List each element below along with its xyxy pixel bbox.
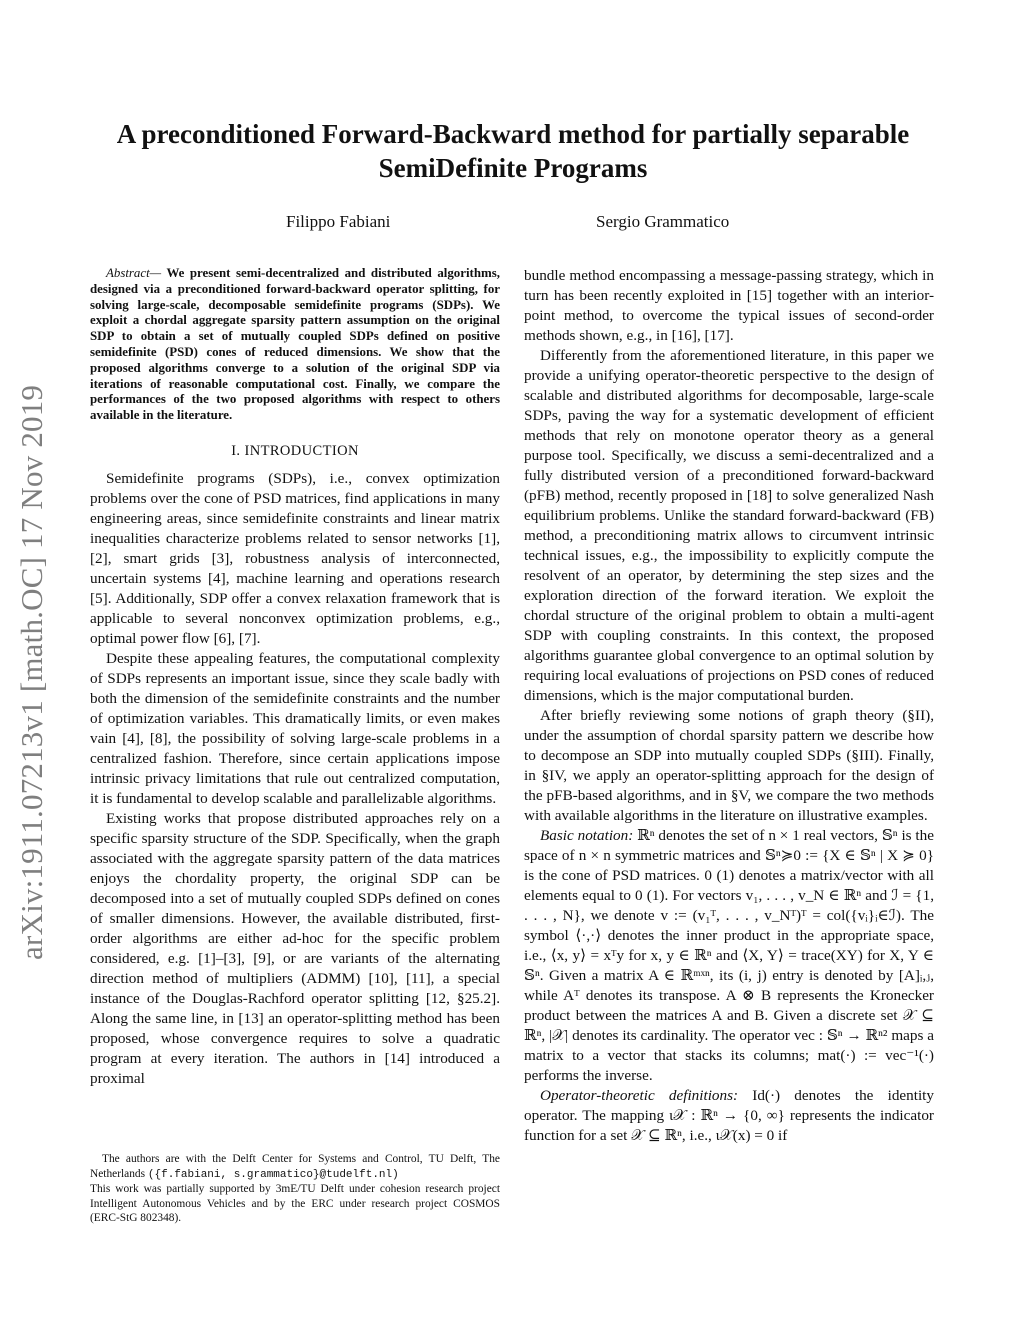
footnote-funding: This work was partially supported by 3mE/TU Delft under cohesion research project Intelligent Autonomous Vehicles and by the ERC under research project COSMOS (ERC-StG 802348). — [90, 1183, 500, 1224]
section-heading-introduction: I. INTRODUCTION — [231, 442, 359, 459]
basic-notation-text: ℝⁿ denotes the set of n × 1 real vectors, 𝕊ⁿ is the space of n × n symmetric matrices and 𝕊ⁿ≽0 := {X ∈ 𝕊ⁿ | X ≽ 0} is the cone of PSD matrices. 0 (1) denotes a matrix/vector with all elements equal to 0 (1). For vectors v₁, . . . , v_N ∈ ℝⁿ and ℐ = {1, . . . , N}, we denote v := (v₁ᵀ, . . . , v_Nᵀ)ᵀ = col({vᵢ}ᵢ∈ℐ). The symbol ⟨·,·⟩ denotes the inner product in the appropriate space, i.e., ⟨x, y⟩ = xᵀy for x, y ∈ ℝⁿ and ⟨X, Y⟩ = trace(XY) for X, Y ∈ 𝕊ⁿ. Given a matrix A ∈ ℝᵐˣⁿ, its (i, j) entry is denoted by [A]ᵢ,ⱼ, while Aᵀ denotes its transpose. A ⊗ B represents the Kronecker product between the matrices A and B. Given a discrete set 𝒳 ⊆ ℝⁿ, |𝒳| denotes its cardinality. The operator vec : 𝕊ⁿ → ℝⁿ² maps a matrix to a vector that stacks its columns; mat(·) := vec⁻¹(·) performs the inverse. — [524, 827, 934, 1084]
right-column — [524, 266, 934, 1146]
abstract-label: Abstract— — [106, 266, 162, 280]
intro-paragraph-1: Semidefinite programs (SDPs), i.e., convex optimization problems over the cone of PSD matrices, find applications in many engineering areas, since semidefinite constraints and linear matrix inequalities characterize problems related to sensor networks [1], [2], smart grids [3], robustness analysis of interconnected, uncertain systems [4], machine learning and operations research [5]. Additionally, SDP offer a convex relaxation framework that is applicable to several nonconvex optimization problems, e.g., optimal power flow [6], [7]. — [90, 469, 500, 647]
intro-paragraph-2: Despite these appealing features, the computational complexity of SDPs represents an important issue, since they scale badly with both the dimension of the semidefinite constraints and the number of optimization variables. This dramatically limits, or even makes vain [4], [8], the possibility of solving large-scale problems in a centralized fashion. Therefore, since certain applications impose intrinsic privacy limitations that rule out centralized computation, it is fundamental to develop scalable and parallelizable algorithms. — [90, 649, 500, 807]
operator-definitions-text: Id(·) denotes the identity operator. The mapping ι𝒳 : ℝⁿ → {0, ∞} represents the indicator function for a set 𝒳 ⊆ ℝⁿ, i.e., ι𝒳(x) = 0 if — [524, 1087, 934, 1144]
operator-definitions-label: Operator-theoretic definitions: — [540, 1087, 739, 1104]
footnote — [90, 1152, 500, 1226]
abstract — [90, 266, 500, 424]
abstract-text: We present semi-decentralized and distributed algorithms, designed via a preconditioned forward-backward operator splitting, for solving large-scale, decomposable semidefinite programs (SDPs). We exploit a chordal aggregate sparsity pattern assumption on the original SDP to obtain a set of mutually coupled SDPs defined on positive semidefinite (PSD) cones of reduced dimensions. We show that the proposed algorithms converge to a solution of the original SDP via iterations of reasonable computational cost. Finally, we compare the performances of the two proposed algorithms with respect to others available in the literature. — [90, 266, 500, 423]
footnote-affiliation-text: The authors are with the Delft Center for Systems and Control, TU Delft, The Netherlands — [90, 1153, 500, 1180]
operator-definitions-paragraph — [524, 1086, 934, 1146]
basic-notation-paragraph — [524, 826, 934, 1086]
arxiv-identifier: arXiv:1911.07213v1 [math.OC] 17 Nov 2019 — [14, 384, 49, 960]
author-1: Filippo Fabiani — [286, 212, 391, 231]
footnote-emails: ({f.fabiani, s.grammatico}@tudelft.nl) — [147, 1168, 399, 1181]
right-paragraph-1: bundle method encompassing a message-passing strategy, which in turn has been recently exploited in [15] together with an interior-point method, to overcome the typical issues of second-order methods shown, e.g., in [16], [17]. — [524, 267, 934, 344]
basic-notation-label: Basic notation: — [540, 827, 634, 844]
paper-title: A preconditioned Forward-Backward method for partially separable SemiDefinite Programs — [116, 119, 910, 183]
footnote-affiliation — [90, 1152, 500, 1182]
author-2: Sergio Grammatico — [596, 212, 730, 231]
right-paragraph-3: After briefly reviewing some notions of graph theory (§II), under the assumption of chordal sparsity pattern we describe how to decompose an SDP into mutually coupled SDPs (§III). Finally, in §IV, we apply an operator-splitting approach for the design of the pFB-based algorithms, and in §V, we compare the two methods with available algorithms in the literature on illustrative examples. — [524, 707, 934, 824]
left-column — [90, 266, 500, 1089]
intro-paragraph-3: Existing works that propose distributed approaches rely on a specific sparsity structure of the SDP. Specifically, when the graph associated with the aggregate sparsity pattern of the data matrices enjoys the chordality property, the original SDP can be decomposed into a set of mutually coupled SDPs defined on cones of smaller dimensions. However, the available distributed, first-order algorithms are either ad-hoc for the specific problem considered, e.g. [1]–[3], [9], or are variants of the alternating direction method of multipliers (ADMM) [10], [11], a special instance of the Douglas-Rachford operator splitting [12, §25.2]. Along the same line, in [13] an operator-splitting method has been proposed, whose convergence requires to solve a quadratic program at every iteration. The authors in [14] introduced a proximal — [90, 809, 500, 1087]
right-paragraph-2: Differently from the aforementioned literature, in this paper we provide a unifying operator-theoretic perspective to the design of scalable and distributed algorithms for decomposable, large-scale SDPs, paving the way for a systematic development of efficient methods that rely on monotone operator theory as a general purpose tool. Specifically, we discuss a semi-decentralized and a fully distributed version of a preconditioned forward-backward (pFB) method, recently proposed in [18] to solve generalized Nash equilibrium problems. Unlike the standard forward-backward (FB) method, a preconditioning matrix allows to circumvent intrinsic technical issues, e.g., the impossibility to explicitly compute the resolvent of an operator, by determining the step sizes and the exploration direction of the forward iteration. We exploit the chordal structure of the original problem to obtain a multi-agent SDP with coupling constraints. In this context, the proposed algorithms guarantee global convergence to an optimal solution by requiring local evaluations of projections on PSD cones of reduced dimensions, which is the major computational burden. — [524, 347, 934, 704]
